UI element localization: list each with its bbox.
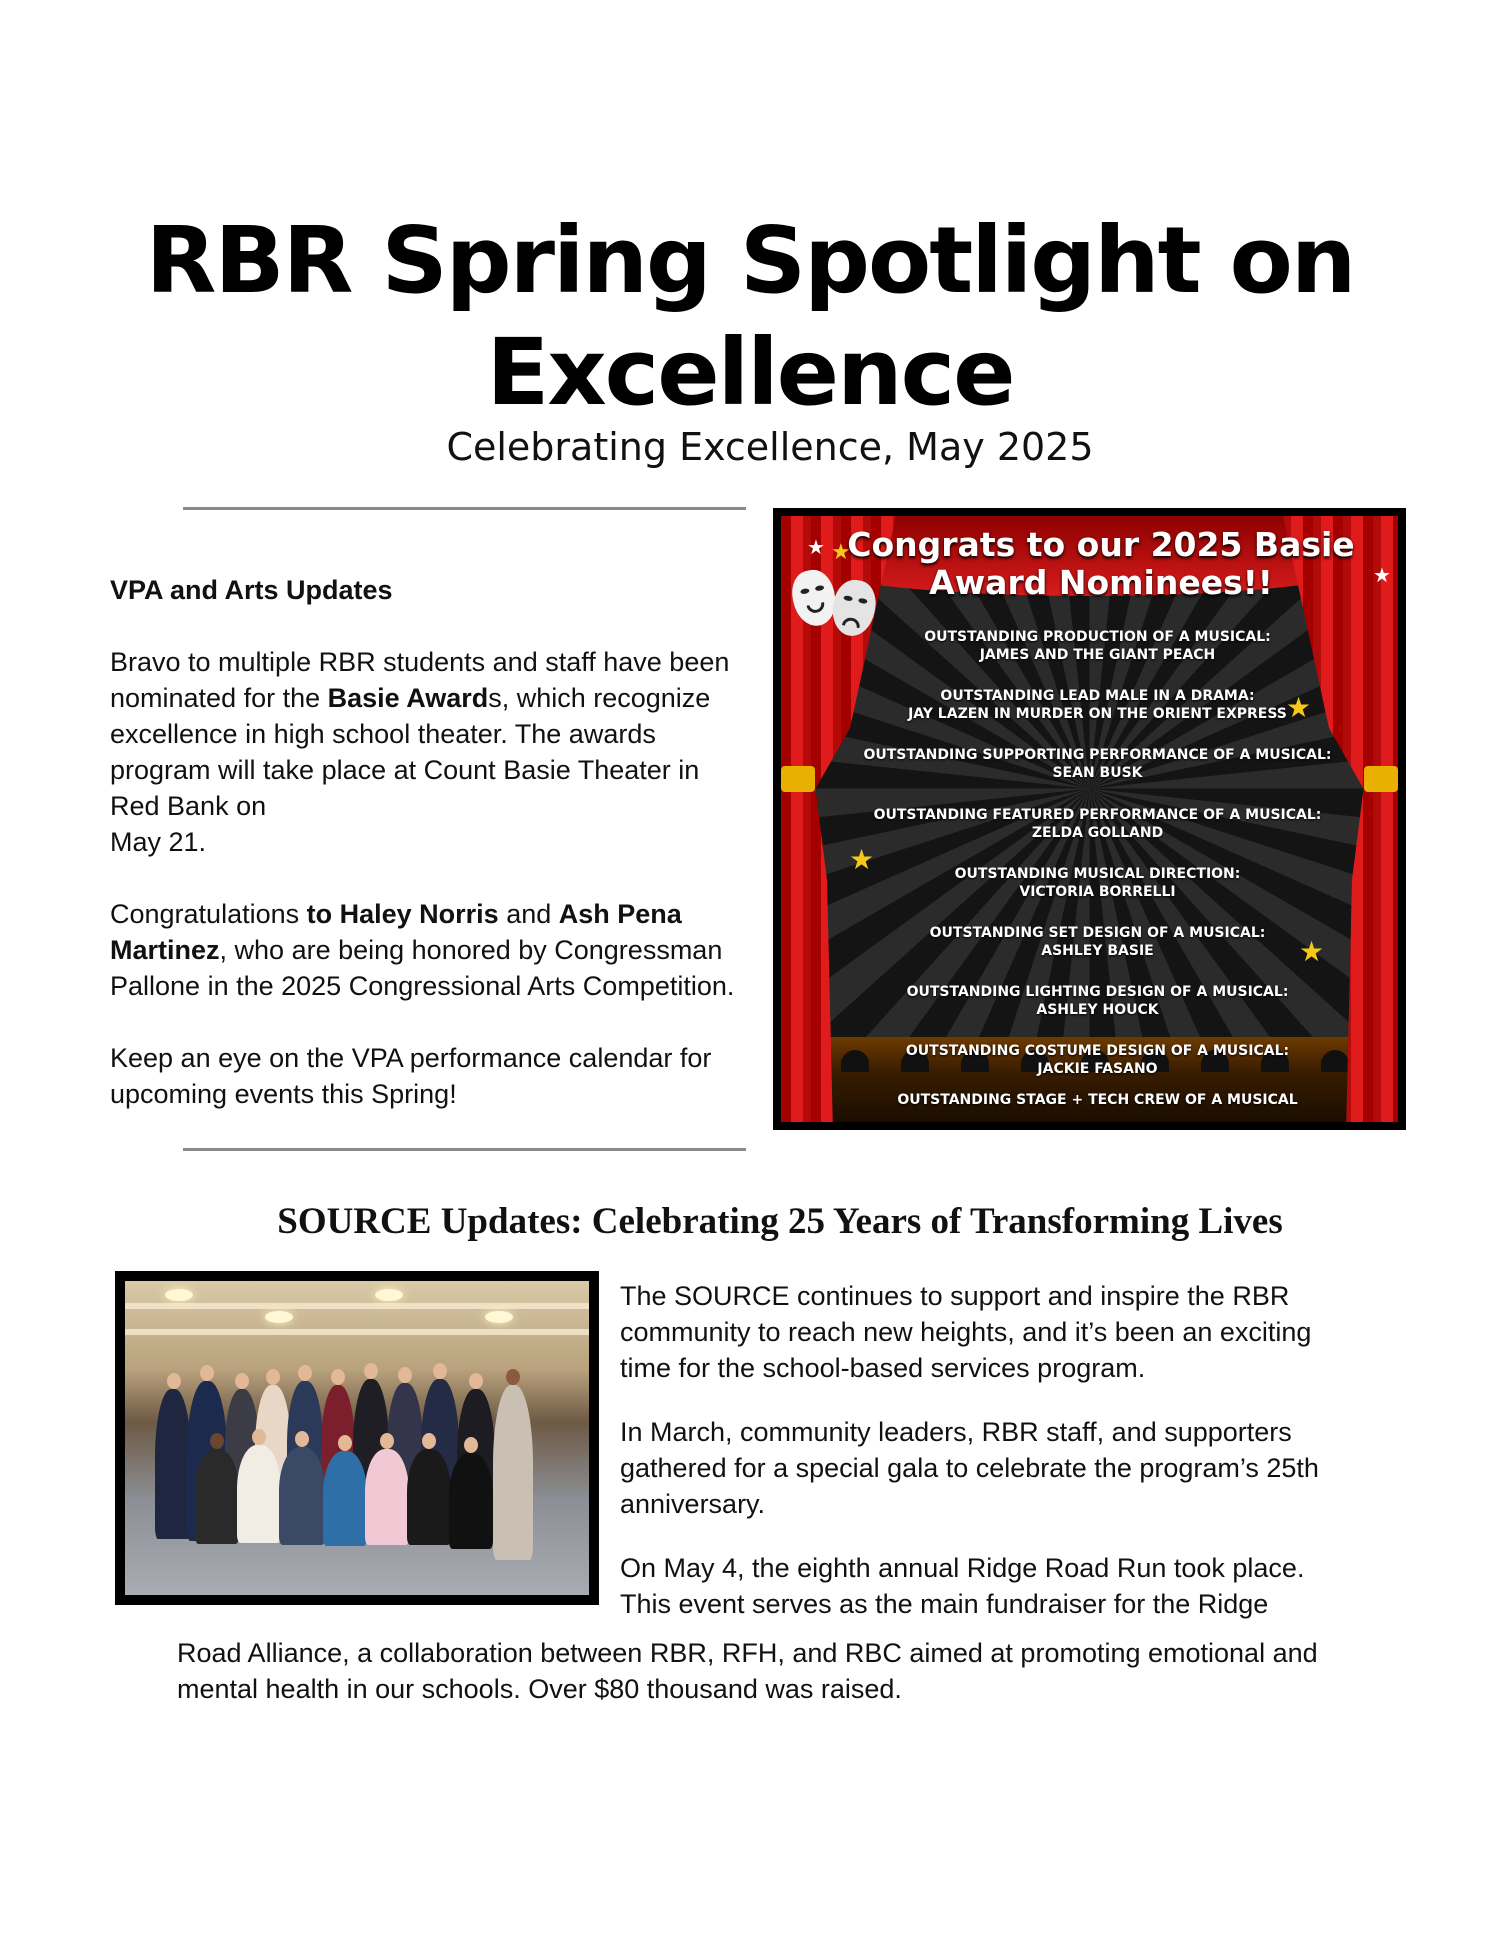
honoree-name: Ash Pena Martinez bbox=[110, 899, 682, 965]
vpa-section bbox=[110, 572, 750, 1148]
source-body bbox=[620, 1278, 1340, 1650]
star-icon: ★ bbox=[831, 539, 851, 564]
award-entry bbox=[831, 746, 1364, 782]
award-category: OUTSTANDING LIGHTING DESIGN OF A MUSICAL: bbox=[906, 984, 1289, 1000]
vpa-text: , who are being honored by Congressman Pallone in the 2025 Congressional Arts Competition. bbox=[110, 935, 735, 1001]
star-icon: ★ bbox=[1286, 692, 1312, 723]
curtain-tieback bbox=[1364, 766, 1398, 792]
curtain-tieback bbox=[781, 766, 815, 792]
award-category: OUTSTANDING FEATURED PERFORMANCE OF A MUSICAL: bbox=[873, 807, 1322, 823]
award-nominee: JAY LAZEN IN MURDER ON THE ORIENT EXPRESS bbox=[908, 706, 1287, 722]
vpa-text: and bbox=[498, 899, 559, 929]
award-entry bbox=[831, 865, 1364, 901]
poster-title: Congrats to our 2025 Basie Award Nominees!! bbox=[847, 525, 1355, 602]
award-nominee: ZELDA GOLLAND bbox=[1031, 825, 1164, 841]
award-entry bbox=[831, 687, 1364, 723]
award-nominee: SEAN BUSK bbox=[1052, 765, 1143, 781]
star-icon: ★ bbox=[1373, 565, 1391, 587]
page-title: RBR Spring Spotlight on Excellence bbox=[145, 207, 1355, 426]
vpa-paragraph-basie bbox=[110, 644, 750, 860]
award-category: OUTSTANDING LEAD MALE IN A DRAMA: bbox=[940, 688, 1255, 704]
basie-award-bold: Basie Award bbox=[327, 683, 489, 713]
award-nominee: ASHLEY HOUCK bbox=[1036, 1002, 1159, 1018]
award-nominee: ASHLEY BASIE bbox=[1041, 943, 1154, 959]
vpa-text: s, which recognize excellence in high school theater. The awards program will take place at Count Basie Theater in Red Bank on bbox=[110, 683, 711, 821]
page-subtitle: Celebrating Excellence, May 2025 bbox=[446, 425, 1094, 469]
award-category: OUTSTANDING SUPPORTING PERFORMANCE OF A MUSICAL: bbox=[863, 747, 1332, 763]
basie-nominees-poster bbox=[773, 508, 1406, 1130]
star-icon: ★ bbox=[807, 537, 825, 559]
gala-group-photo bbox=[115, 1271, 599, 1605]
honoree-name: to Haley Norris bbox=[306, 899, 499, 929]
star-icon: ★ bbox=[1299, 936, 1325, 967]
award-entry bbox=[831, 983, 1364, 1019]
award-entry bbox=[831, 1091, 1364, 1109]
source-paragraph: The SOURCE continues to support and inspire the RBR community to reach new heights, and it’s been an exciting time for the school-based services program. bbox=[620, 1281, 1312, 1383]
award-entry bbox=[831, 924, 1364, 960]
award-entry bbox=[831, 1042, 1364, 1078]
vpa-paragraph-congrats bbox=[110, 896, 750, 1004]
award-nominee: JAMES AND THE GIANT PEACH bbox=[979, 647, 1216, 663]
award-category: OUTSTANDING PRODUCTION OF A MUSICAL: bbox=[924, 629, 1271, 645]
award-category: OUTSTANDING MUSICAL DIRECTION: bbox=[954, 866, 1241, 882]
source-heading: SOURCE Updates: Celebrating 25 Years of Transforming Lives bbox=[277, 1201, 1283, 1242]
award-category: OUTSTANDING STAGE + TECH CREW OF A MUSICAL bbox=[897, 1092, 1298, 1108]
vpa-heading: VPA and Arts Updates bbox=[110, 575, 393, 605]
star-icon: ★ bbox=[849, 844, 875, 875]
vpa-text: Congratulations bbox=[110, 899, 307, 929]
source-paragraph-continued: Road Alliance, a collaboration between RBR, RFH, and RBC aimed at promoting emotional and mental health in our schools. Over $80 thousand was raised. bbox=[177, 1638, 1318, 1704]
divider-bottom bbox=[183, 1148, 746, 1151]
source-paragraph: In March, community leaders, RBR staff, and supporters gathered for a special gala to celebrate the program’s 25th anniversary. bbox=[620, 1417, 1319, 1519]
award-nominee: VICTORIA BORRELLI bbox=[1019, 884, 1176, 900]
source-paragraph: On May 4, the eighth annual Ridge Road Run took place. This event serves as the main fundraiser for the Ridge bbox=[620, 1553, 1305, 1619]
award-category: OUTSTANDING COSTUME DESIGN OF A MUSICAL: bbox=[905, 1043, 1290, 1059]
award-category: OUTSTANDING SET DESIGN OF A MUSICAL: bbox=[929, 925, 1266, 941]
vpa-date: May 21. bbox=[110, 827, 207, 857]
vpa-paragraph-calendar: Keep an eye on the VPA performance calendar for upcoming events this Spring! bbox=[110, 1043, 712, 1109]
divider-top bbox=[183, 507, 746, 510]
vpa-text: Bravo to multiple RBR students and staff have been nominated for the bbox=[110, 647, 730, 713]
award-nominee: JACKIE FASANO bbox=[1037, 1061, 1158, 1077]
award-entry bbox=[831, 628, 1364, 664]
award-entry bbox=[831, 806, 1364, 842]
